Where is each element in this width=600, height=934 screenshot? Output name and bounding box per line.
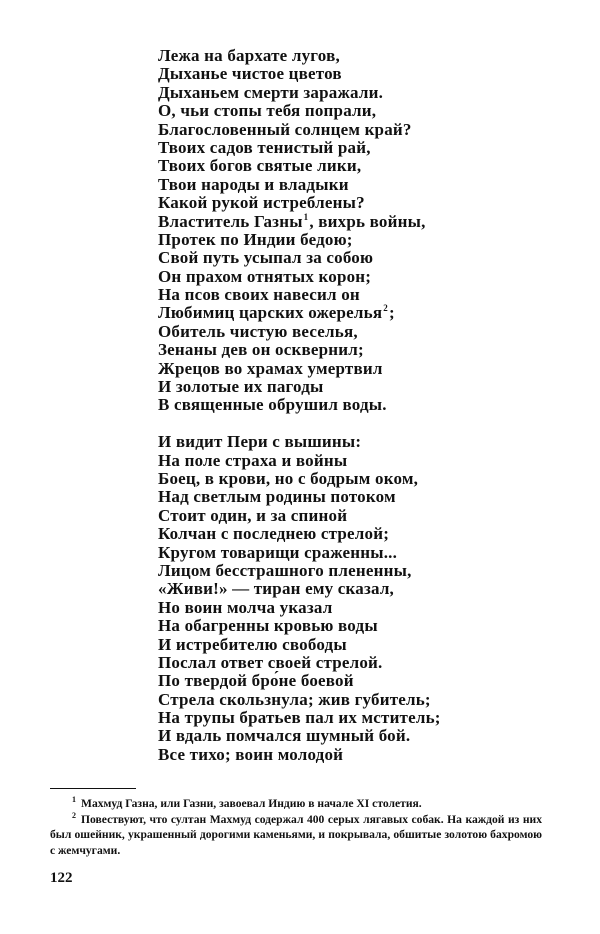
footnotes <box>50 796 542 858</box>
verse-text: Твоих богов святые лики, <box>158 156 362 176</box>
verse-line <box>158 636 558 654</box>
verse-text: Стоит один, и за спиной <box>158 505 348 525</box>
verse-line <box>158 672 558 690</box>
footnote-text: Махмуд Газна, или Газни, завоевал Индию в начале XI столетия. <box>81 797 422 810</box>
verse-text: Но воин молча указал <box>158 597 333 617</box>
verse-text: По твердой бро́не боевой <box>158 671 354 691</box>
verse-line <box>158 470 558 488</box>
verse-text: Лежа на бархате лугов, <box>158 46 340 65</box>
verse-text: И видит Пери с вышины: <box>158 432 362 452</box>
verse-text: Любимиц царских ожерелья <box>158 303 383 323</box>
footnote <box>50 812 542 859</box>
stanza-2 <box>158 433 558 764</box>
verse-line <box>158 268 558 286</box>
verse-line <box>158 433 558 451</box>
poem-text <box>158 47 558 764</box>
verse-text: Над светлым родины потоком <box>158 487 396 507</box>
verse-line <box>158 323 558 341</box>
verse-text: Обитель чистую веселья, <box>158 321 358 341</box>
verse-text: Зенаны дев он осквернил; <box>158 340 364 360</box>
verse-text: На трупы братьев пал их мститель; <box>158 708 441 728</box>
verse-line <box>158 157 558 175</box>
footnote-reference: 2 <box>383 303 388 314</box>
stanza-1 <box>158 47 558 415</box>
verse-text: На обагренны кровью воды <box>158 616 378 636</box>
verse-line <box>158 121 558 139</box>
verse-text: Он прахом отнятых корон; <box>158 266 372 286</box>
verse-line <box>158 507 558 525</box>
verse-line <box>158 727 558 745</box>
verse-text: Властитель Газны <box>158 211 303 231</box>
footnote-text: Повествуют, что султан Махмуд содержал 400 серых лягавых собак. На каждой из них был ошейник, украшенный дорогими каменьями, и покрывала, обшитые золотою бахромою с жемчугами. <box>50 812 542 857</box>
verse-line <box>158 139 558 157</box>
verse-line <box>158 47 558 65</box>
verse-line <box>158 231 558 249</box>
verse-line <box>158 580 558 598</box>
verse-text: На псов своих навесил он <box>158 285 360 305</box>
verse-line <box>158 378 558 396</box>
verse-text: Твоих садов тенистый рай, <box>158 137 371 157</box>
verse-line <box>158 709 558 727</box>
verse-line <box>158 286 558 304</box>
verse-text: Жрецов во храмах умертвил <box>158 358 383 378</box>
verse-line <box>158 396 558 414</box>
verse-text: О, чьи стопы тебя попрали, <box>158 101 377 121</box>
verse-text: Послал ответ своей стрелой. <box>158 652 383 672</box>
footnote <box>50 796 542 812</box>
verse-text-tail: ; <box>388 303 395 323</box>
verse-line <box>158 691 558 709</box>
verse-line <box>158 654 558 672</box>
verse-text: Колчан с последнею стрелой; <box>158 524 390 544</box>
verse-text: И истребителю свободы <box>158 634 347 654</box>
verse-line <box>158 213 558 231</box>
verse-text: Свой путь усыпал за собою <box>158 248 374 268</box>
verse-line <box>158 304 558 322</box>
verse-line <box>158 488 558 506</box>
verse-text-tail: , вихрь войны, <box>309 211 426 231</box>
verse-text: Лицом бесстрашного плененны, <box>158 560 412 580</box>
verse-line <box>158 249 558 267</box>
verse-text: В священные обрушил воды. <box>158 395 387 415</box>
verse-text: Стрела скользнула; жив губитель; <box>158 689 431 709</box>
verse-line <box>158 617 558 635</box>
verse-text: Благословенный солнцем край? <box>158 119 412 139</box>
verse-text: И вдаль помчался шумный бой. <box>158 726 411 746</box>
verse-text: Дыханьем смерти заражали. <box>158 82 384 102</box>
verse-line <box>158 194 558 212</box>
verse-line <box>158 599 558 617</box>
verse-line <box>158 562 558 580</box>
page-number: 122 <box>50 870 73 886</box>
verse-text: Все тихо; воин молодой <box>158 744 344 764</box>
verse-line <box>158 452 558 470</box>
verse-line <box>158 102 558 120</box>
verse-line <box>158 746 558 764</box>
verse-text: Твои народы и владыки <box>158 174 349 194</box>
verse-text: Дыханье чистое цветов <box>158 64 342 84</box>
verse-line <box>158 544 558 562</box>
verse-text: На поле страха и войны <box>158 450 348 470</box>
verse-line <box>158 360 558 378</box>
verse-line <box>158 84 558 102</box>
footnote-reference: 1 <box>303 211 309 222</box>
verse-text: Кругом товарищи сраженны... <box>158 542 398 562</box>
verse-line <box>158 176 558 194</box>
verse-text: «Живи!» — тиран ему сказал, <box>158 579 395 599</box>
footnote-separator <box>50 788 136 789</box>
verse-text: Боец, в крови, но с бодрым оком, <box>158 468 419 488</box>
verse-line <box>158 341 558 359</box>
footnote-marker: 1 <box>72 795 76 804</box>
footnote-marker: 2 <box>72 810 76 820</box>
verse-line <box>158 525 558 543</box>
verse-text: Протек по Индии бедою; <box>158 229 353 249</box>
verse-text: И золотые их пагоды <box>158 377 324 397</box>
verse-text: Какой рукой истреблены? <box>158 193 365 213</box>
verse-line <box>158 65 558 83</box>
